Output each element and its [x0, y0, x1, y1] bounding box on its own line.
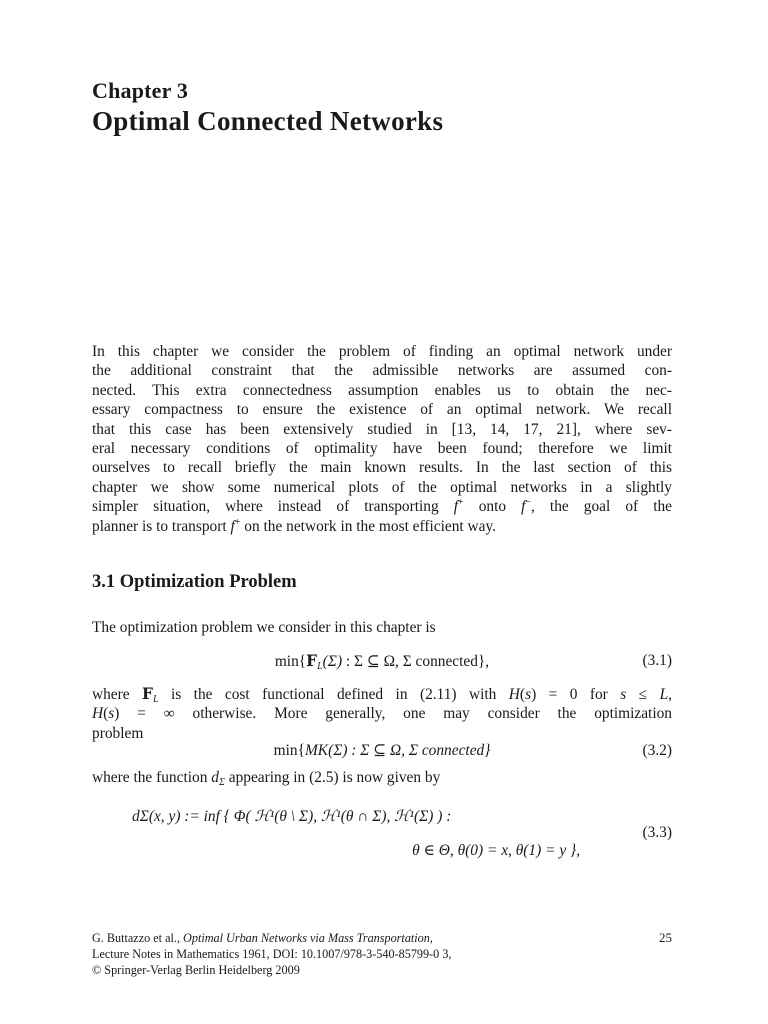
equation-body: $\min\{F_L(\Sigma)$ : Σ ⊆ Ω, Σ connected}, [274, 652, 490, 672]
paragraph: The optimization problem we consider in this chapter is [92, 619, 436, 636]
equation-body: min{MK(Σ) : Σ ⊆ Ω, Σ connected} [273, 742, 491, 759]
intro-line: the additional constraint that the admissible networks are assumed con- [92, 362, 672, 380]
paragraph-line: H(s) = ∞ otherwise. More generally, one may consider the optimization [92, 705, 672, 723]
intro-line: simpler situation, where instead of transporting f+ onto f−, the goal of the [92, 497, 673, 516]
footer-line: © Springer-Verlag Berlin Heidelberg 2009 [92, 963, 300, 977]
equation-3-2 [92, 740, 672, 762]
equation-3-3 [92, 800, 672, 870]
paragraph-line: where $F_L$ is the cost functional defined in (2.11) with H(s) = 0 for s ≤ L, [92, 685, 672, 705]
intro-line: essary compactness to ensure the existence of an optimal network. We recall [92, 401, 672, 419]
intro-line: planner is to transport f+ on the network in the most efficient way. [92, 516, 497, 535]
equation-number: (3.2) [642, 742, 672, 759]
intro-line: eral necessary conditions of optimality have been found; therefore we limit [92, 440, 672, 458]
section-heading: 3.1 Optimization Problem [92, 572, 297, 592]
equation-number: (3.1) [642, 652, 672, 669]
intro-line: ourselves to recall briefly the main known results. In the last section of this [92, 459, 672, 477]
intro-line: that this case has been extensively studied in [13, 14, 17, 21], where sev- [92, 420, 672, 438]
intro-line: In this chapter we consider the problem of finding an optimal network under [92, 343, 672, 360]
equation-row: dΣ(x, y) := inf { Φ( ℋ¹(θ \ Σ), ℋ¹(θ ∩ Σ), ℋ¹(Σ) ) : [132, 808, 452, 825]
paragraph: where the function $d_\Sigma$ appearing in (2.5) is now given by [92, 769, 441, 788]
paragraph-line: problem [92, 724, 144, 742]
page-number: 25 [659, 930, 672, 945]
chapter-title: Optimal Connected Networks [92, 106, 444, 136]
equation-number: (3.3) [642, 824, 672, 841]
paragraph [92, 685, 672, 743]
chapter-label: Chapter 3 [92, 78, 189, 103]
equation-3-1 [92, 650, 672, 672]
footer-citation [92, 930, 451, 978]
intro-paragraph [92, 342, 672, 536]
footer-line: Lecture Notes in Mathematics 1961, DOI: 10.1007/978-3-540-85799-0 3, [92, 947, 452, 961]
footer-line: G. Buttazzo et al., Optimal Urban Networks via Mass Transportation, [92, 931, 433, 945]
intro-line: chapter we show some numerical plots of the optimal networks in a slightly [92, 478, 672, 496]
intro-line: nected. This extra connectedness assumption enables us to obtain the nec- [92, 381, 672, 399]
equation-row: θ ∈ Θ, θ(0) = x, θ(1) = y }, [412, 842, 580, 859]
